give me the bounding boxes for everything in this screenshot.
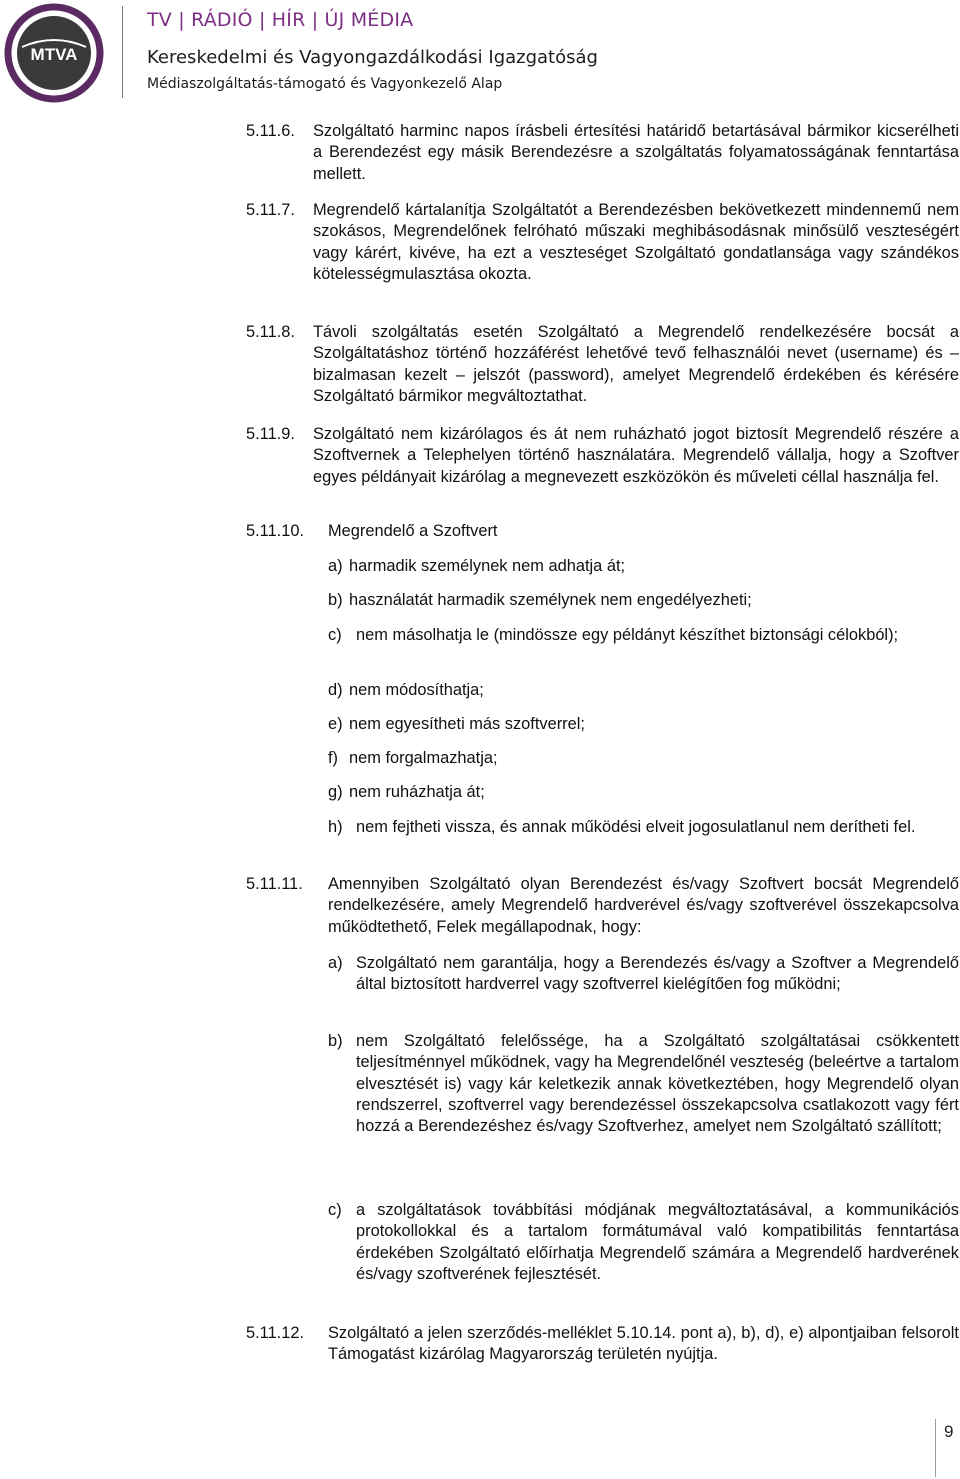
header-tagline: TV | RÁDIÓ | HÍR | ÚJ MÉDIA [147,9,414,31]
list-item-letter: h) [328,818,343,836]
list-item-letter: c) [328,1201,342,1219]
clause-text: Szolgáltató nem kizárólagos és át nem ruházható jogot biztosít Megrendelő részére a Szoftvernek a Telephelyen történő használatára. Megrendelő vállalja, hogy a Szoftver egyes példányait kizárólag a megnevezett eszközökön és műveleti céllal használja fel. [313,425,959,486]
list-item-letter: a) [328,557,343,575]
clause-number: 5.11.12. [246,1324,305,1342]
list-item: használatát harmadik személynek nem engedélyezheti; [349,591,752,609]
clause-text: Megrendelő kártalanítja Szolgáltatót a Berendezésben bekövetkezett mindennemű nem szokásos, Megrendelőnek felróható műszaki meghibásodásnak minősülő veszteségért vagy kárért, kivéve, ha ezt a veszteséget Szolgáltató gondatlansága vagy szándékos kötelességmulasztása okozta. [313,201,959,283]
logo-text: MTVA [30,45,78,64]
clause-number: 5.11.7. [246,201,295,219]
clause-number: 5.11.11. [246,875,303,893]
list-item: nem Szolgáltató felelőssége, ha a Szolgáltató szolgáltatásai csökkentett teljesítménnyel működnek, vagy ha Megrendelőnél veszteség (beleértve a tartalom elvesztését is) vagy kár keletkezik annak következtében, hogy Megrendelő olyan rendszerrel, szoftverrel vagy berendezéssel összekapcsolva csatlakozott vagy fért hozzá a Berendezéshez és/vagy Szoftverhez, amelyet nem Szolgáltató szállított; [356,1032,959,1136]
clause-number: 5.11.9. [246,425,295,443]
list-item: nem másolhatja le (mindössze egy példányt készíthet biztonsági célokból); [356,626,899,644]
list-item: nem forgalmazhatja; [349,749,498,767]
list-item-letter: a) [328,954,343,972]
footer-divider [935,1419,936,1477]
header-directorate: Kereskedelmi és Vagyongazdálkodási Igazgatóság [147,47,598,68]
clause-text: Szolgáltató a jelen szerződés-melléklet 5.10.14. pont a), b), d), e) alpontjaiban felsorolt Támogatást kizárólag Magyarország területén nyújtja. [328,1324,959,1364]
header-divider [122,6,123,98]
clause-text: Amennyiben Szolgáltató olyan Berendezést és/vagy Szoftvert bocsát Megrendelő rendelkezésére, amely Megrendelő hardverével és/vagy szoftverével összekapcsolva működtethető, Felek megállapodnak, hogy: [328,875,959,936]
header-organization: Médiaszolgáltatás-támogató és Vagyonkezelő Alap [147,76,503,92]
list-item: nem ruházhatja át; [349,783,485,801]
list-item-letter: c) [328,626,342,644]
list-item-letter: f) [328,749,339,767]
clause-text: Megrendelő a Szoftvert [328,522,498,540]
list-item: nem módosíthatja; [349,681,484,699]
clause-number: 5.11.6. [246,122,295,140]
clause-text: Szolgáltató harminc napos írásbeli értesítési határidő betartásával bármikor kicserélheti a Berendezést egy másik Berendezésre a szolgáltatás folyamatosságának fenntartása mellett. [313,122,959,183]
list-item: Szolgáltató nem garantálja, hogy a Berendezés és/vagy a Szoftver a Megrendelő által biztosított hardverrel vagy szoftverrel kielégítően fog működni; [356,954,959,994]
list-item-letter: g) [328,783,343,801]
clause-text: Távoli szolgáltatás esetén Szolgáltató a Megrendelő rendelkezésére bocsát a Szolgáltatáshoz történő hozzáférést lehetővé tevő felhasználói nevet (username) és – bizalmasan kezelt – jelszót (password), amelyet Megrendelő érdekében és kérésére Szolgáltató bármikor megváltoztathat. [313,323,959,405]
mtva-logo [4,3,104,103]
list-item-letter: b) [328,591,343,609]
list-item: nem fejtheti vissza, és annak működési elveit jogosulatlanul nem derítheti fel. [356,818,916,836]
list-item-letter: e) [328,715,343,733]
list-item: harmadik személynek nem adhatja át; [349,557,626,575]
list-item: nem egyesítheti más szoftverrel; [349,715,585,733]
list-item: a szolgáltatások továbbítási módjának megváltoztatásával, a kommunikációs protokollokkal és a tartalom formátumával való kompatibilitás fenntartása érdekében Szolgáltató előírhatja Megrendelő számára a Megrendelő hardverének és/vagy szoftverének fejlesztését. [356,1201,959,1283]
list-item-letter: b) [328,1032,343,1050]
clause-number: 5.11.10. [246,522,305,540]
page-number: 9 [944,1422,954,1441]
list-item-letter: d) [328,681,343,699]
clause-number: 5.11.8. [246,323,295,341]
